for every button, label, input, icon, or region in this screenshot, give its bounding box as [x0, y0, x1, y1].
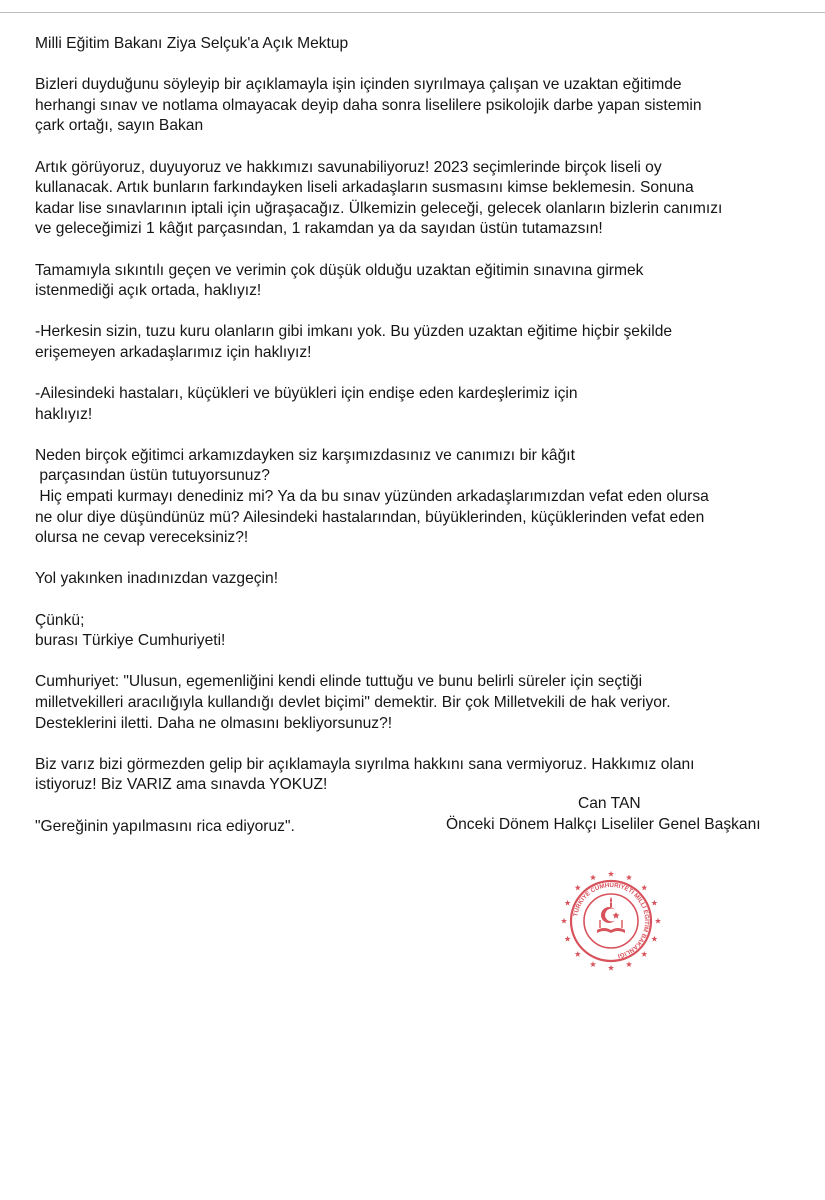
paragraph-questions — [35, 446, 810, 549]
seal-star — [608, 871, 614, 877]
seal-star — [626, 874, 632, 880]
paragraph-families — [35, 384, 810, 425]
crescent-star-icon — [601, 907, 620, 923]
letter-line: kullanacak. Artık bunların farkındayken liseli arkadaşların susmasını kimse beklemesin. Sonuna — [35, 179, 694, 197]
paragraph-gap — [35, 302, 810, 323]
letter-line: olursa ne cevap vereceksiniz?! — [35, 529, 249, 547]
letter-line: "Gereğinin yapılmasını rica ediyoruz". — [35, 817, 295, 835]
letter-body — [35, 34, 810, 837]
seal-star — [561, 918, 567, 924]
paragraph-gap — [35, 734, 810, 755]
paragraph-definition — [35, 672, 810, 734]
paragraph-gap — [35, 364, 810, 385]
letter-line: Çünkü; — [35, 611, 85, 629]
paragraph-gap — [35, 55, 810, 76]
letter-line: Artık görüyoruz, duyuyoruz ve hakkımızı savunabiliyoruz! 2023 seçimlerinde birçok liseli oy — [35, 158, 662, 176]
ministry-seal — [560, 870, 662, 972]
letter-title: Milli Eğitim Bakanı Ziya Selçuk'a Açık Mektup — [35, 35, 349, 52]
paragraph-intro — [35, 75, 810, 137]
signature-name: Can TAN — [578, 795, 641, 812]
signature-block — [446, 794, 806, 835]
letter-line: Biz varız bizi görmezden gelip bir açıklamayla sıyrılma hakkını sana vermiyoruz. Hakkımız olanı — [35, 755, 695, 773]
seal-star — [608, 965, 614, 971]
letter-line: erişemeyen arkadaşlarımız için haklıyız! — [35, 343, 312, 361]
paragraph-demand — [35, 755, 810, 796]
seal-star — [575, 951, 581, 957]
seal-star — [641, 951, 647, 957]
letter-line: Neden birçok eğitimci arkamızdayken siz karşımızdasınız ve canımızı bir kâğıt — [35, 446, 575, 464]
letter-line: ne olur diye düşündünüz mü? Ailesindeki hastalarından, büyüklerinden, küçüklerinden vefat eden — [35, 508, 705, 526]
letter-line: Tamamıyla sıkıntılı geçen ve verimin çok düşük olduğu uzaktan eğitimin sınavına girmek — [35, 261, 644, 279]
letter-line: herhangi sınav ve notlama olmayacak deyip daha sonra liselilere psikolojik darbe yapan sistemin — [35, 96, 702, 114]
letter-line: burası Türkiye Cumhuriyeti! — [35, 632, 226, 650]
letter-line: parçasından üstün tutuyorsunuz? — [35, 467, 270, 485]
top-border — [0, 0, 825, 13]
paragraph-remote-education — [35, 261, 810, 302]
letter-line: istiyoruz! Biz VARIZ ama sınavda YOKUZ! — [35, 776, 328, 794]
paragraph-gap — [35, 549, 810, 570]
letter-line: milletvekilleri aracılığıyla kullandığı devlet biçimi" demektir. Bir çok Milletvekili de hak veriyor. — [35, 694, 671, 711]
letter-line: haklıyız! — [35, 405, 93, 423]
seal-star — [565, 900, 571, 906]
seal-star — [565, 936, 571, 942]
paragraph-access — [35, 322, 810, 363]
letter-line: -Ailesindeki hastaları, küçükleri ve büyükleri için endişe eden kardeşlerimiz için — [35, 385, 578, 403]
letter-line: istenmediği açık ortada, haklıyız! — [35, 282, 262, 300]
letter-line: Yol yakınken inadınızdan vazgeçin! — [35, 570, 279, 588]
paragraph-gap — [35, 137, 810, 158]
paragraph-gap — [35, 425, 810, 446]
seal-star — [651, 936, 657, 942]
letter-paragraphs — [35, 75, 810, 837]
seal-star — [590, 874, 596, 880]
paragraph-republic — [35, 611, 810, 652]
signature-role: Önceki Dönem Halkçı Liseliler Genel Başkanı — [446, 815, 761, 833]
seal-star — [641, 885, 647, 891]
letter-line: Desteklerini iletti. Daha ne olmasını bekliyorsunuz?! — [35, 714, 393, 732]
seal-graphic — [560, 870, 662, 972]
seal-star — [575, 885, 581, 891]
letter-line: Hiç empati kurmayı denediniz mi? Ya da bu sınav yüzünden arkadaşlarımızdan vefat eden olursa — [35, 488, 709, 506]
letter-line: Cumhuriyet: "Ulusun, egemenliğini kendi elinde tuttuğu ve bunu belirli süreler için seçtiği — [35, 673, 643, 691]
seal-ring-text: TÜRKİYE CUMHURİYETİ MİLLİ EĞİTİM BAKANLIĞI — [572, 881, 651, 960]
seal-star — [626, 961, 632, 967]
letter-line: Bizleri duyduğunu söyleyip bir açıklamayla işin içinden sıyrılmaya çalışan ve uzaktan eğitimde — [35, 76, 682, 94]
seal-star — [651, 900, 657, 906]
paragraph-plea — [35, 569, 810, 590]
letter-line: ve geleceğimizi 1 kâğıt parçasından, 1 rakamdan ya da sayıdan üstün tutamazsın! — [35, 220, 603, 238]
seal-star — [590, 961, 596, 967]
letter-line: çark ortağı, sayın Bakan — [35, 117, 204, 135]
paragraph-gap — [35, 652, 810, 673]
paragraph-gap — [35, 240, 810, 261]
seal-star — [655, 918, 661, 924]
paragraph-rights — [35, 158, 810, 240]
paragraph-gap — [35, 590, 810, 611]
letter-line: -Herkesin sizin, tuzu kuru olanların gibi imkanı yok. Bu yüzden uzaktan eğitime hiçbir şekilde — [35, 323, 673, 341]
torch-icon — [610, 897, 612, 907]
letter-line: kadar lise sınavlarının iptali için uğraşacağız. Ülkemizin geleceği, gelecek olanların bizlerin canımızı — [35, 199, 723, 217]
